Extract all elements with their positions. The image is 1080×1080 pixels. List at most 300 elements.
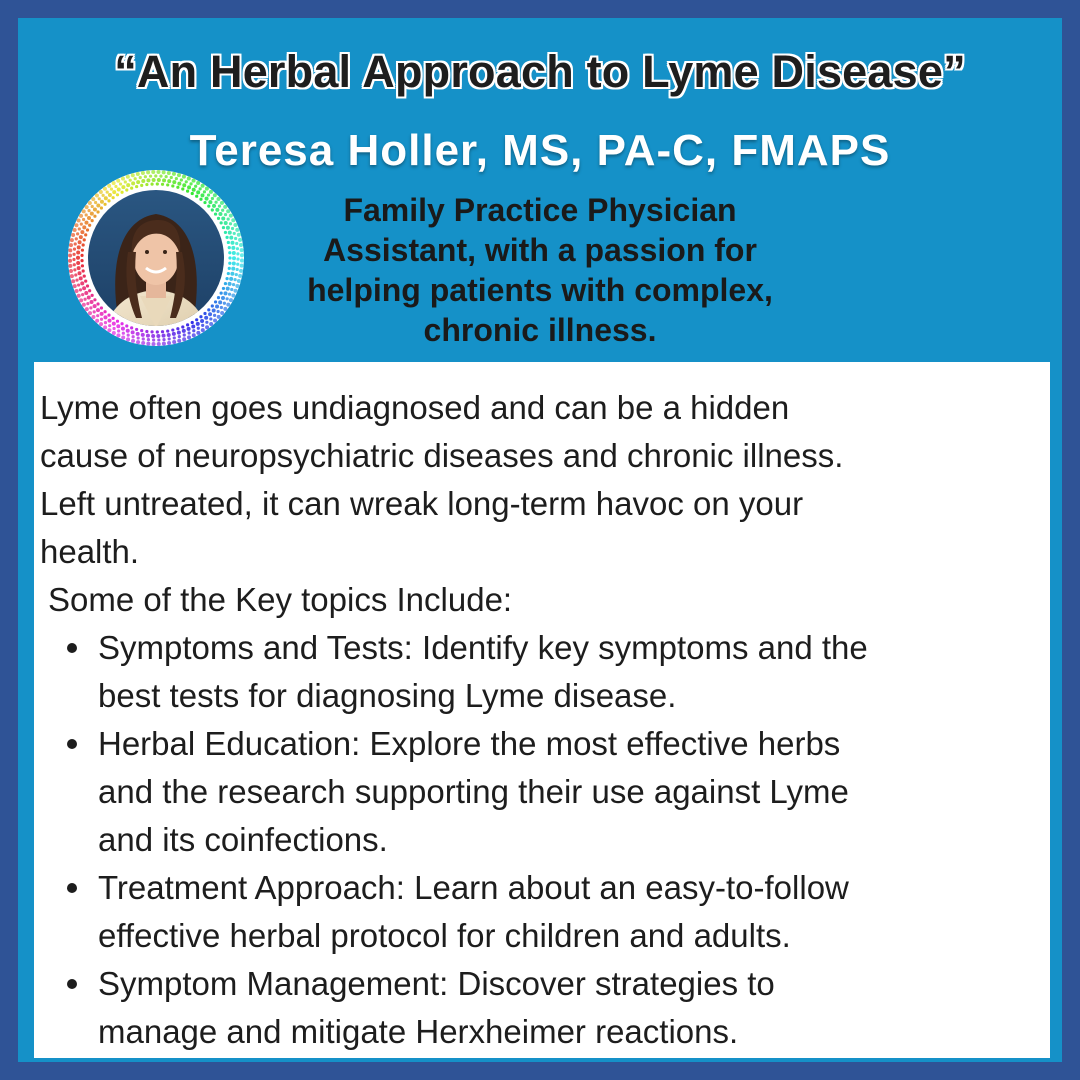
ring-dot [86, 302, 89, 305]
ring-dot [90, 212, 94, 216]
ring-dot [82, 286, 86, 290]
ring-dot [217, 217, 220, 220]
ring-dot [240, 264, 244, 268]
ring-dot [196, 181, 200, 185]
ring-dot [235, 273, 238, 276]
bullet-dot-icon [67, 883, 77, 893]
ring-dot [167, 171, 171, 175]
ring-dot [112, 196, 115, 199]
ring-dot [227, 272, 230, 275]
ring-dot [130, 326, 133, 329]
ring-dot [240, 248, 244, 252]
ring-dot [220, 306, 223, 309]
ring-dot [107, 328, 111, 332]
ring-dot [150, 330, 153, 333]
ring-dot [121, 327, 125, 331]
ring-dot [232, 251, 236, 255]
ring-dot [213, 193, 217, 197]
ring-dot [116, 179, 120, 183]
ring-dot [96, 210, 99, 213]
ring-dot [225, 277, 228, 280]
ring-dot [228, 256, 231, 259]
ring-dot [156, 334, 160, 338]
ring-dot [201, 184, 205, 188]
ring-dot [79, 276, 83, 280]
ring-dot [232, 261, 236, 265]
ring-dot [72, 258, 75, 261]
ring-dot [196, 331, 200, 335]
ring-dot [234, 278, 237, 281]
ring-dot [121, 336, 125, 340]
ring-dot [156, 330, 159, 333]
ring-dot [68, 254, 72, 258]
ring-dot [100, 200, 104, 204]
ring-dot [186, 189, 189, 192]
ring-dot [187, 185, 191, 189]
ring-dot [239, 269, 243, 273]
ring-dot [205, 187, 209, 191]
ring-dot [91, 294, 94, 297]
description-line: Family Practice Physician [343, 192, 737, 228]
ring-dot [82, 209, 86, 213]
ring-dot [203, 190, 206, 193]
ring-dot [226, 226, 230, 230]
ring-dot [95, 319, 99, 323]
ring-dot [237, 279, 241, 283]
ring-dot [176, 327, 179, 330]
ring-dot [223, 205, 227, 209]
ring-dot [228, 282, 232, 286]
ring-dot [221, 209, 224, 212]
ring-dot [95, 193, 99, 197]
ring-dot [181, 325, 184, 328]
ring-dot [68, 259, 72, 263]
ring-dot [234, 237, 237, 240]
event-title: “An Herbal Approach to Lyme Disease” [114, 46, 966, 97]
ring-dot [232, 283, 235, 286]
ring-dot [224, 231, 227, 234]
ring-dot [208, 200, 212, 204]
ring-dot [131, 181, 135, 185]
ring-dot [228, 231, 232, 235]
ring-dot [217, 315, 221, 319]
ring-dot [140, 329, 143, 332]
ring-dot [96, 204, 100, 208]
ring-dot [211, 304, 214, 307]
ring-dot [207, 308, 210, 311]
ring-dot [201, 324, 204, 327]
ring-dot [162, 342, 166, 346]
ring-dot [84, 233, 87, 236]
ring-dot [141, 171, 145, 175]
topics-list [98, 624, 1048, 1056]
ring-dot [230, 288, 233, 291]
paragraph-line: Lyme often goes undiagnosed and can be a hidden [40, 389, 790, 426]
ring-dot [227, 217, 230, 220]
ring-dot [170, 176, 173, 179]
ring-dot [172, 340, 176, 344]
ring-dot [88, 311, 92, 315]
ring-dot [224, 221, 228, 225]
speaker-description [246, 190, 834, 350]
ring-dot [91, 205, 94, 208]
bullet-dot-icon [67, 979, 77, 989]
ring-dot [238, 238, 242, 242]
ring-dot [211, 208, 214, 211]
ring-dot [223, 302, 226, 305]
ring-dot [88, 289, 91, 292]
ring-dot [78, 271, 82, 275]
list-item [98, 720, 1048, 864]
ring-dot [71, 233, 75, 237]
ring-dot [77, 245, 81, 249]
ring-dot [104, 321, 107, 324]
ring-dot [145, 330, 148, 333]
ring-dot [82, 269, 85, 272]
ring-dot [205, 325, 209, 329]
ring-dot [136, 332, 140, 336]
ring-dot [80, 259, 83, 262]
ring-dot [152, 342, 156, 346]
ring-dot [226, 209, 230, 213]
ring-dot [83, 275, 86, 278]
ring-dot [223, 307, 227, 311]
ring-dot [208, 312, 212, 316]
ring-dot [112, 327, 115, 330]
ring-dot [182, 337, 186, 341]
ring-dot [226, 303, 230, 307]
ring-dot [119, 182, 122, 185]
ring-dot [89, 306, 92, 309]
ring-dot [228, 293, 231, 296]
ring-dot [71, 279, 75, 283]
ring-dot [200, 193, 204, 197]
ring-dot [84, 280, 87, 283]
ring-dot [168, 337, 171, 340]
ring-dot [157, 178, 161, 182]
paragraph-line: health. [40, 533, 140, 570]
ring-dot [82, 303, 86, 307]
ring-dot [144, 175, 147, 178]
ring-dot [131, 339, 135, 343]
ring-dot [225, 236, 228, 239]
ring-dot [81, 293, 84, 296]
ring-dot [215, 305, 219, 309]
ring-dot [131, 173, 135, 177]
ring-dot [137, 336, 140, 339]
ring-dot [93, 310, 96, 313]
ring-dot [100, 318, 103, 321]
ring-dot [136, 180, 140, 184]
ring-dot [100, 306, 103, 309]
ring-dot [167, 341, 171, 345]
ring-dot [134, 177, 137, 180]
ring-dot [69, 269, 73, 273]
ring-dot [112, 331, 116, 335]
ring-dot [234, 289, 238, 293]
ring-dot [78, 227, 81, 230]
ring-dot [205, 321, 208, 324]
ring-dot [116, 324, 120, 328]
ring-dot [228, 246, 231, 249]
ring-dot [224, 213, 227, 216]
ring-dot [201, 328, 205, 332]
ring-dot [86, 228, 89, 231]
ring-dot [146, 178, 150, 182]
ring-dot [232, 256, 236, 260]
speaker-name: Teresa Holler, MS, PA-C, FMAPS [189, 126, 891, 175]
ring-dot [231, 294, 235, 298]
ring-dot [106, 191, 109, 194]
ring-dot [100, 312, 104, 316]
ring-dot [230, 241, 234, 245]
list-item-line: Symptom Management: Discover strategies to [98, 965, 775, 1002]
ring-dot [103, 187, 107, 191]
ring-dot [81, 249, 84, 252]
ring-dot [75, 278, 78, 281]
ring-dot [110, 188, 113, 191]
description-line: chronic illness. [423, 312, 657, 348]
ring-dot [194, 185, 197, 188]
ring-dot [75, 289, 79, 293]
ring-dot [152, 178, 156, 182]
ring-dot [140, 184, 143, 187]
ring-dot [81, 264, 84, 267]
intro-paragraph [40, 384, 1040, 576]
ring-dot [84, 221, 88, 225]
ring-dot [79, 214, 83, 218]
ring-dot [195, 195, 198, 198]
ring-dot [139, 176, 142, 179]
ring-dot [126, 183, 130, 187]
ring-dot [107, 199, 110, 202]
ring-dot [224, 282, 227, 285]
ring-dot [79, 288, 82, 291]
ring-dot [70, 274, 74, 278]
list-item-line: Symptoms and Tests: Identify key symptoms and the [98, 629, 868, 666]
ring-dot [221, 296, 225, 300]
ring-dot [126, 337, 130, 341]
ring-dot [221, 216, 225, 220]
ring-dot [129, 179, 132, 182]
ring-dot [151, 170, 155, 174]
ring-dot [161, 330, 164, 333]
ring-dot [73, 284, 77, 288]
ring-dot [204, 316, 208, 320]
ring-dot [126, 329, 130, 333]
ring-dot [96, 302, 99, 305]
ring-dot [146, 342, 150, 346]
ring-dot [117, 329, 120, 332]
ring-dot [213, 319, 217, 323]
ring-dot [91, 219, 94, 222]
ring-dot [236, 247, 239, 250]
ring-dot [172, 172, 176, 176]
ring-dot [96, 308, 100, 312]
ring-dot [108, 319, 112, 323]
ring-dot [165, 175, 168, 178]
list-item-line: and the research supporting their use against Lyme [98, 773, 849, 810]
ring-dot [94, 201, 97, 204]
ring-dot [68, 264, 72, 268]
ring-dot [88, 224, 91, 227]
ring-dot [182, 183, 186, 187]
ring-dot [93, 304, 97, 308]
ring-dot [231, 227, 234, 230]
ring-dot [191, 325, 195, 329]
ring-dot [112, 317, 115, 320]
ring-dot [192, 179, 196, 183]
ring-dot [93, 207, 97, 211]
ring-dot [80, 223, 83, 226]
ring-dot [191, 321, 194, 324]
ring-dot [239, 243, 243, 247]
list-item-line: best tests for diagnosing Lyme disease. [98, 677, 677, 714]
ring-dot [87, 209, 90, 212]
ring-dot [114, 185, 117, 188]
ring-dot [90, 300, 94, 304]
ring-dot [222, 287, 225, 290]
ring-dot [162, 178, 166, 182]
ring-dot [172, 332, 176, 336]
ring-dot [182, 175, 186, 179]
ring-dot [156, 182, 159, 185]
ring-dot [76, 251, 80, 255]
ring-dot [77, 283, 80, 286]
ring-dot [122, 332, 125, 335]
ring-dot [132, 335, 135, 338]
ring-dot [197, 327, 200, 330]
ring-dot [240, 258, 244, 262]
ring-dot [196, 190, 200, 194]
ring-dot [82, 243, 85, 246]
ring-dot [150, 183, 153, 186]
ring-dot [209, 322, 213, 326]
ring-dot [98, 197, 101, 200]
ring-dot [235, 228, 239, 232]
ring-dot [161, 183, 164, 186]
ring-dot [166, 329, 169, 332]
ring-dot [235, 284, 239, 288]
ring-dot [220, 221, 223, 224]
ring-dot [84, 298, 87, 301]
ring-dot [145, 183, 148, 186]
ring-dot [68, 248, 72, 252]
ring-dot [103, 310, 106, 313]
ring-dot [84, 291, 88, 295]
ring-dot [162, 170, 166, 174]
ring-dot [176, 186, 179, 189]
ring-dot [108, 193, 112, 197]
ring-dot [209, 317, 212, 320]
ring-dot [212, 309, 216, 313]
ring-dot [69, 243, 73, 247]
ring-dot [116, 193, 119, 196]
ring-dot [183, 333, 186, 336]
ring-dot [80, 254, 83, 257]
ring-dot [186, 323, 189, 326]
ring-dot [214, 300, 217, 303]
ring-dot [149, 175, 152, 178]
description-line: Assistant, with a passion for [323, 232, 757, 268]
list-item [98, 960, 1048, 1056]
ring-dot [207, 193, 210, 196]
ring-dot [87, 296, 91, 300]
ring-dot [209, 190, 213, 194]
ring-dot [99, 322, 103, 326]
ring-dot [82, 218, 85, 221]
ring-dot [120, 191, 123, 194]
ring-dot [162, 338, 165, 341]
ring-dot [121, 177, 125, 181]
list-item-line: Herbal Education: Explore the most effective herbs [98, 725, 841, 762]
ring-dot [182, 329, 186, 333]
ring-dot [166, 183, 169, 186]
avatar [66, 168, 246, 348]
ring-dot [203, 201, 206, 204]
ring-dot [112, 190, 116, 194]
ring-dot [146, 170, 150, 174]
ring-dot [218, 205, 221, 208]
ring-dot [103, 325, 107, 329]
ring-dot [103, 315, 107, 319]
bullet-dot-icon [67, 643, 77, 653]
ring-dot [177, 331, 181, 335]
ring-dot [116, 333, 120, 337]
ring-dot [177, 182, 181, 186]
ring-dot [74, 242, 77, 245]
ring-dot [87, 216, 91, 220]
ring-dot [147, 338, 150, 341]
ring-dot [217, 296, 220, 299]
description-line: helping patients with complex, [307, 272, 773, 308]
ring-dot [236, 268, 239, 271]
ring-dot [171, 328, 174, 331]
ring-dot [189, 182, 192, 185]
ring-dot [199, 198, 202, 201]
ring-dot [218, 300, 222, 304]
ring-dot [218, 212, 222, 216]
ring-dot [142, 337, 145, 340]
ring-dot [112, 181, 116, 185]
list-item [98, 864, 1048, 960]
ring-dot [233, 232, 236, 235]
ring-dot [177, 339, 181, 343]
ring-dot [187, 331, 190, 334]
ring-dot [187, 177, 191, 181]
header-panel [18, 18, 1062, 1062]
ring-dot [141, 179, 145, 183]
ring-dot [104, 196, 108, 200]
ring-dot [127, 334, 130, 337]
ring-dot [73, 268, 76, 271]
ring-dot [181, 187, 184, 190]
ring-dot [180, 178, 183, 181]
ring-dot [195, 318, 198, 321]
ring-dot [131, 330, 135, 334]
list-item-line: manage and mitigate Herxheimer reactions. [98, 1013, 739, 1050]
ring-dot [162, 334, 166, 338]
ring-dot [70, 238, 74, 242]
ring-dot [77, 294, 81, 298]
ring-dot [171, 184, 174, 187]
ring-dot [237, 233, 241, 237]
ring-dot [76, 261, 80, 265]
ring-dot [124, 180, 127, 183]
ring-dot [192, 329, 195, 332]
ring-dot [196, 322, 200, 326]
ring-dot [229, 214, 233, 218]
